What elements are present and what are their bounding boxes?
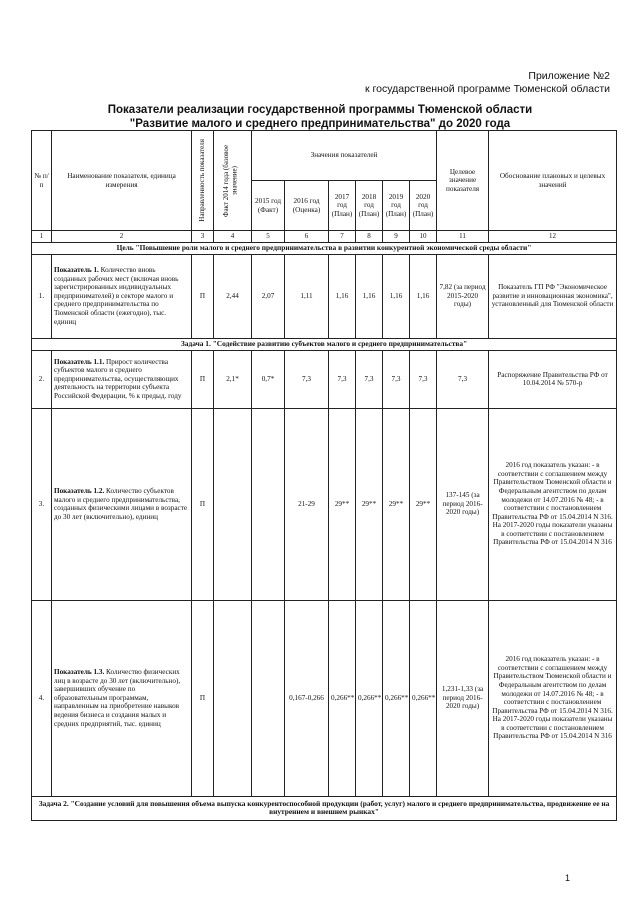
row-target: 1,231-1,33 (за период 2016-2020 годы) <box>437 600 489 796</box>
row-2015: 2,07 <box>252 254 285 338</box>
row-2020: 29** <box>410 408 437 600</box>
row-2017: 1,16 <box>329 254 356 338</box>
row-rationale: 2016 год показатель указан: - в соответствии с соглашением между Правительством Тюменской области и Федеральным агентством по делам молодежи от 14.07.2016 № 48; - в соответствии с постановлением Правительства РФ от 15.04.2014 N 316. На 2017-2020 годы показатели указаны в соответствии с постановлением Правительства РФ от 15.04.2014 N 316 <box>489 408 617 600</box>
header-2017: 2017 год (План) <box>329 181 356 231</box>
row-2019: 7,3 <box>383 350 410 408</box>
header-values-group: Значения показателей <box>252 131 437 181</box>
row-2019: 1,16 <box>383 254 410 338</box>
row-name <box>52 350 192 408</box>
row-2018: 29** <box>356 408 383 600</box>
row-2017: 7,3 <box>329 350 356 408</box>
row-fact2014: 2,44 <box>214 254 252 338</box>
row-direction: П <box>192 254 214 338</box>
row-name-bold: Показатель 1.3. <box>54 668 105 677</box>
col-number: 4 <box>214 231 252 243</box>
header-2018: 2018 год (План) <box>356 181 383 231</box>
col-number: 12 <box>489 231 617 243</box>
row-direction: П <box>192 600 214 796</box>
row-name <box>52 408 192 600</box>
row-fact2014 <box>214 600 252 796</box>
task2-row: Задача 2. "Создание условий для повышения объема выпуска конкурентоспособной продукции (работ, услуг) малого и среднего предпринимательства, продвижение ее на внутреннем и внешнем рынках" <box>32 796 617 820</box>
table-row <box>32 350 617 408</box>
row-2017: 0,266** <box>329 600 356 796</box>
row-rationale: Распоряжение Правительства РФ от 10.04.2014 № 570-р <box>489 350 617 408</box>
row-2016: 21-29 <box>285 408 329 600</box>
row-no: 3. <box>32 408 52 600</box>
appendix-line1: Приложение №2 <box>528 70 610 82</box>
row-name-rest: Количество физических лиц в возрасте до 30 лет (включительно), завершивших обучение по образовательным программам, направленным на приобретение навыков ведения бизнеса и создания малых и средних предприятий, тыс. единиц <box>54 668 181 728</box>
row-name <box>52 254 192 338</box>
table-row <box>32 408 617 600</box>
row-target: 137-145 (за период 2016-2020 годы) <box>437 408 489 600</box>
row-target: 7,3 <box>437 350 489 408</box>
table-row <box>32 254 617 338</box>
header-2015: 2015 год (Факт) <box>252 181 285 231</box>
title-line1: Показатели реализации государственной программы Тюменской области <box>107 104 533 116</box>
header-fact2014: Факт 2014 года (базовое значение) <box>221 144 239 217</box>
indicators-table <box>31 130 617 821</box>
col-number: 1 <box>32 231 52 243</box>
appendix-label <box>365 70 610 96</box>
appendix-line2: к государственной программе Тюменской области <box>365 83 610 95</box>
title-line2: "Развитие малого и среднего предпринимательства" до 2020 года <box>129 118 511 130</box>
row-2015: 0,7* <box>252 350 285 408</box>
row-name-bold: Показатель 1.2. <box>54 486 105 495</box>
header-name: Наименование показателя, единица измерения <box>52 131 192 231</box>
row-2016: 7,3 <box>285 350 329 408</box>
row-2016: 0,167-0,266 <box>285 600 329 796</box>
row-no: 1. <box>32 254 52 338</box>
header-direction: Направленность показателя <box>198 139 207 222</box>
header-no: № п/п <box>32 131 52 231</box>
header-rationale: Обоснование плановых и целевых значений <box>489 131 617 231</box>
row-fact2014: 2,1* <box>214 350 252 408</box>
col-number: 7 <box>329 231 356 243</box>
col-number: 3 <box>192 231 214 243</box>
goal-row: Цель "Повышение роли малого и среднего предпринимательства в развитии конкурентной экономической среды области" <box>32 242 617 254</box>
row-name-bold: Показатель 1.1. <box>54 357 105 366</box>
col-number: 5 <box>252 231 285 243</box>
row-2017: 29** <box>329 408 356 600</box>
row-target: 7,82 (за период 2015-2020 годы) <box>437 254 489 338</box>
row-2019: 29** <box>383 408 410 600</box>
row-2015 <box>252 408 285 600</box>
row-name <box>52 600 192 796</box>
table-row <box>32 600 617 796</box>
row-2020: 1,16 <box>410 254 437 338</box>
header-2016: 2016 год (Оценка) <box>285 181 329 231</box>
row-2018: 1,16 <box>356 254 383 338</box>
col-number: 10 <box>410 231 437 243</box>
row-fact2014 <box>214 408 252 600</box>
col-number: 11 <box>437 231 489 243</box>
row-name-rest: Количество вновь созданных рабочих мест (включая вновь зарегистрированных индивидуальных предпринимателей) в секторе малого и среднего предпринимательства по Тюменской области (ежегодно), тыс. единиц <box>54 266 179 326</box>
header-direction-cell <box>192 131 214 231</box>
page-number: 1 <box>564 873 570 883</box>
row-rationale: 2016 год показатель указан: - в соответствии с соглашением между Правительством Тюменской области и Федеральным агентством по делам молодежи от 14.07.2016 № 48; - в соответствии с постановлением Правительства РФ от 15.04.2014 N 316. На 2017-2020 годы показатели указаны в соответствии с постановлением Правительства РФ от 15.04.2014 N 316 <box>489 600 617 796</box>
header-fact2014-cell <box>214 131 252 231</box>
row-rationale: Показатель ГП РФ "Экономическое развитие и инновационная экономика", установленный для Тюменской области <box>489 254 617 338</box>
row-no: 2. <box>32 350 52 408</box>
row-name-rest: Количество субъектов малого и среднего предпринимательства, созданных физическими лицами в возрасте до 30 лет (включительно), единиц <box>54 486 188 521</box>
header-2020: 2020 год (План) <box>410 181 437 231</box>
row-2018: 7,3 <box>356 350 383 408</box>
header-target: Целевое значение показателя <box>437 131 489 231</box>
row-direction: П <box>192 350 214 408</box>
row-name-rest: Прирост количества субъектов малого и среднего предпринимательства, осуществляющих деятельность на территории субъекта Российской Федерации, % к предыд. году <box>54 357 182 400</box>
row-2016: 1,11 <box>285 254 329 338</box>
col-number: 8 <box>356 231 383 243</box>
row-2018: 0,266** <box>356 600 383 796</box>
row-2020: 0,266** <box>410 600 437 796</box>
row-2020: 7,3 <box>410 350 437 408</box>
col-number: 9 <box>383 231 410 243</box>
header-2019: 2019 год (План) <box>383 181 410 231</box>
row-2015 <box>252 600 285 796</box>
row-direction: П <box>192 408 214 600</box>
task1-row: Задача 1. "Содействие развитию субъектов малого и среднего предпринимательства" <box>32 338 617 350</box>
col-number: 6 <box>285 231 329 243</box>
row-2019: 0,266** <box>383 600 410 796</box>
row-no: 4. <box>32 600 52 796</box>
col-number: 2 <box>52 231 192 243</box>
document-title <box>60 103 580 131</box>
row-name-bold: Показатель 1. <box>54 266 99 275</box>
